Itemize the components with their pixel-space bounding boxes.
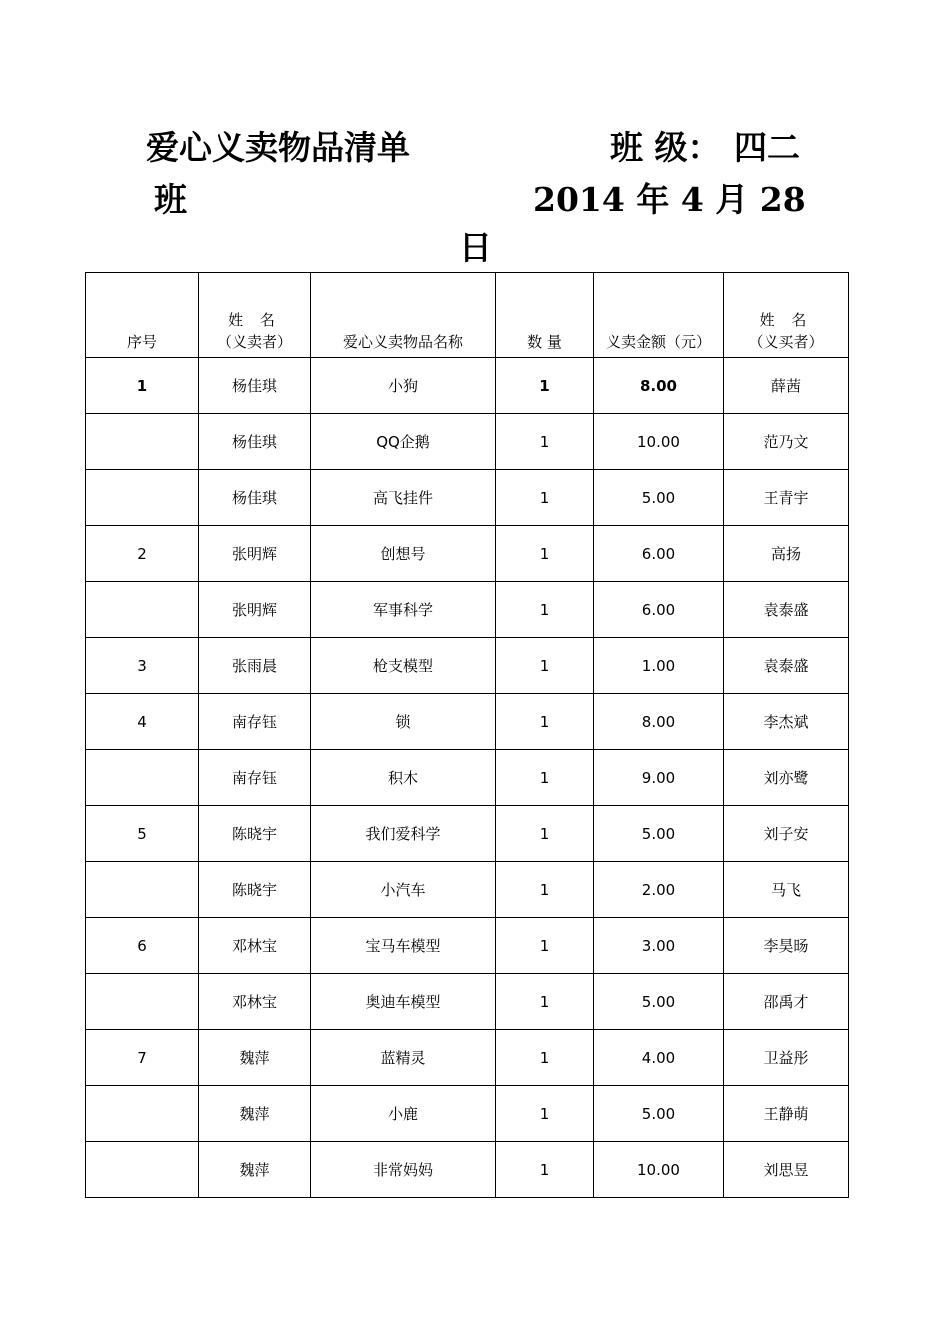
cell-amount: 6.00: [594, 582, 724, 638]
table-row: [86, 526, 849, 582]
table-row: [86, 1142, 849, 1198]
cell-seller: 魏萍: [199, 1030, 311, 1086]
cell-qty: 1: [496, 974, 594, 1030]
cell-seller: 陈晓宇: [199, 862, 311, 918]
cell-amount: 10.00: [594, 414, 724, 470]
table-row: [86, 750, 849, 806]
table-row: [86, 358, 849, 414]
cell-no: 3: [86, 638, 199, 694]
cell-seller: 邓林宝: [199, 974, 311, 1030]
cell-no: [86, 1086, 199, 1142]
cell-amount: 8.00: [594, 358, 724, 414]
cell-buyer: 马飞: [724, 862, 849, 918]
cell-seller: 杨佳琪: [199, 358, 311, 414]
cell-no: 4: [86, 694, 199, 750]
cell-buyer: 邵禹才: [724, 974, 849, 1030]
title-block: [0, 0, 950, 272]
cell-seller: 张明辉: [199, 582, 311, 638]
cell-no: [86, 1142, 199, 1198]
cell-buyer: 李杰斌: [724, 694, 849, 750]
table-header: [86, 273, 849, 358]
cell-no: [86, 974, 199, 1030]
cell-no: [86, 750, 199, 806]
cell-seller: 邓林宝: [199, 918, 311, 974]
table-row: [86, 582, 849, 638]
cell-no: [86, 862, 199, 918]
cell-item: 奥迪车模型: [311, 974, 496, 1030]
cell-amount: 4.00: [594, 1030, 724, 1086]
cell-seller: 南存钰: [199, 750, 311, 806]
cell-item: 非常妈妈: [311, 1142, 496, 1198]
table-row: [86, 1030, 849, 1086]
cell-qty: 1: [496, 918, 594, 974]
cell-buyer: 王青宇: [724, 470, 849, 526]
table-row: [86, 974, 849, 1030]
cell-item: 宝马车模型: [311, 918, 496, 974]
table-row: [86, 694, 849, 750]
cell-item: 创想号: [311, 526, 496, 582]
header-qty: 数 量: [496, 273, 594, 358]
table-row: [86, 470, 849, 526]
table-row: [86, 862, 849, 918]
cell-no: 1: [86, 358, 199, 414]
cell-seller: 张明辉: [199, 526, 311, 582]
cell-no: 7: [86, 1030, 199, 1086]
table-row: [86, 638, 849, 694]
cell-qty: 1: [496, 1142, 594, 1198]
cell-item: 蓝精灵: [311, 1030, 496, 1086]
cell-buyer: 刘思昱: [724, 1142, 849, 1198]
cell-seller: 张雨晨: [199, 638, 311, 694]
header-amount: 义卖金额（元）: [594, 273, 724, 358]
day-suffix: 日: [459, 228, 492, 267]
cell-qty: 1: [496, 1030, 594, 1086]
cell-buyer: 王静萌: [724, 1086, 849, 1142]
table-row: [86, 1086, 849, 1142]
date-text: 2014 年 4 月 28: [533, 180, 806, 219]
cell-no: [86, 582, 199, 638]
cell-amount: 3.00: [594, 918, 724, 974]
cell-item: 积木: [311, 750, 496, 806]
cell-amount: 5.00: [594, 974, 724, 1030]
cell-amount: 5.00: [594, 806, 724, 862]
cell-item: QQ企鹅: [311, 414, 496, 470]
cell-buyer: 刘子安: [724, 806, 849, 862]
cell-amount: 10.00: [594, 1142, 724, 1198]
cell-qty: 1: [496, 358, 594, 414]
cell-item: 军事科学: [311, 582, 496, 638]
cell-buyer: 范乃文: [724, 414, 849, 470]
cell-amount: 6.00: [594, 526, 724, 582]
cell-item: 小鹿: [311, 1086, 496, 1142]
cell-seller: 南存钰: [199, 694, 311, 750]
cell-no: 2: [86, 526, 199, 582]
cell-seller: 陈晓宇: [199, 806, 311, 862]
cell-buyer: 刘亦鹭: [724, 750, 849, 806]
document-title: 爱心义卖物品清单: [146, 128, 410, 167]
cell-buyer: 袁泰盛: [724, 638, 849, 694]
cell-seller: 魏萍: [199, 1086, 311, 1142]
header-buyer: 姓 名 （义买者）: [724, 273, 849, 358]
cell-item: 小汽车: [311, 862, 496, 918]
cell-no: [86, 470, 199, 526]
cell-qty: 1: [496, 526, 594, 582]
cell-item: 我们爱科学: [311, 806, 496, 862]
table-body: [86, 358, 849, 1198]
cell-qty: 1: [496, 1086, 594, 1142]
cell-buyer: 李昊旸: [724, 918, 849, 974]
cell-qty: 1: [496, 750, 594, 806]
cell-qty: 1: [496, 582, 594, 638]
cell-item: 高飞挂件: [311, 470, 496, 526]
cell-amount: 5.00: [594, 470, 724, 526]
cell-buyer: 高扬: [724, 526, 849, 582]
cell-amount: 9.00: [594, 750, 724, 806]
cell-qty: 1: [496, 862, 594, 918]
table-row: [86, 806, 849, 862]
cell-item: 锁: [311, 694, 496, 750]
header-seller: 姓 名 （义卖者）: [199, 273, 311, 358]
cell-item: 枪支模型: [311, 638, 496, 694]
cell-amount: 5.00: [594, 1086, 724, 1142]
sales-table: [85, 272, 849, 1198]
header-no: 序号: [86, 273, 199, 358]
table-row: [86, 918, 849, 974]
cell-amount: 1.00: [594, 638, 724, 694]
class-suffix: 班: [154, 180, 187, 219]
cell-no: [86, 414, 199, 470]
cell-qty: 1: [496, 806, 594, 862]
cell-no: 5: [86, 806, 199, 862]
cell-seller: 杨佳琪: [199, 470, 311, 526]
cell-qty: 1: [496, 414, 594, 470]
cell-seller: 魏萍: [199, 1142, 311, 1198]
cell-buyer: 薛茜: [724, 358, 849, 414]
header-item: 爱心义卖物品名称: [311, 273, 496, 358]
cell-item: 小狗: [311, 358, 496, 414]
cell-qty: 1: [496, 470, 594, 526]
cell-amount: 2.00: [594, 862, 724, 918]
class-label: 班 级：: [610, 128, 721, 167]
cell-seller: 杨佳琪: [199, 414, 311, 470]
cell-qty: 1: [496, 694, 594, 750]
cell-buyer: 卫益彤: [724, 1030, 849, 1086]
cell-amount: 8.00: [594, 694, 724, 750]
cell-buyer: 袁泰盛: [724, 582, 849, 638]
cell-no: 6: [86, 918, 199, 974]
class-value: 四二: [734, 128, 800, 167]
cell-qty: 1: [496, 638, 594, 694]
table-row: [86, 414, 849, 470]
